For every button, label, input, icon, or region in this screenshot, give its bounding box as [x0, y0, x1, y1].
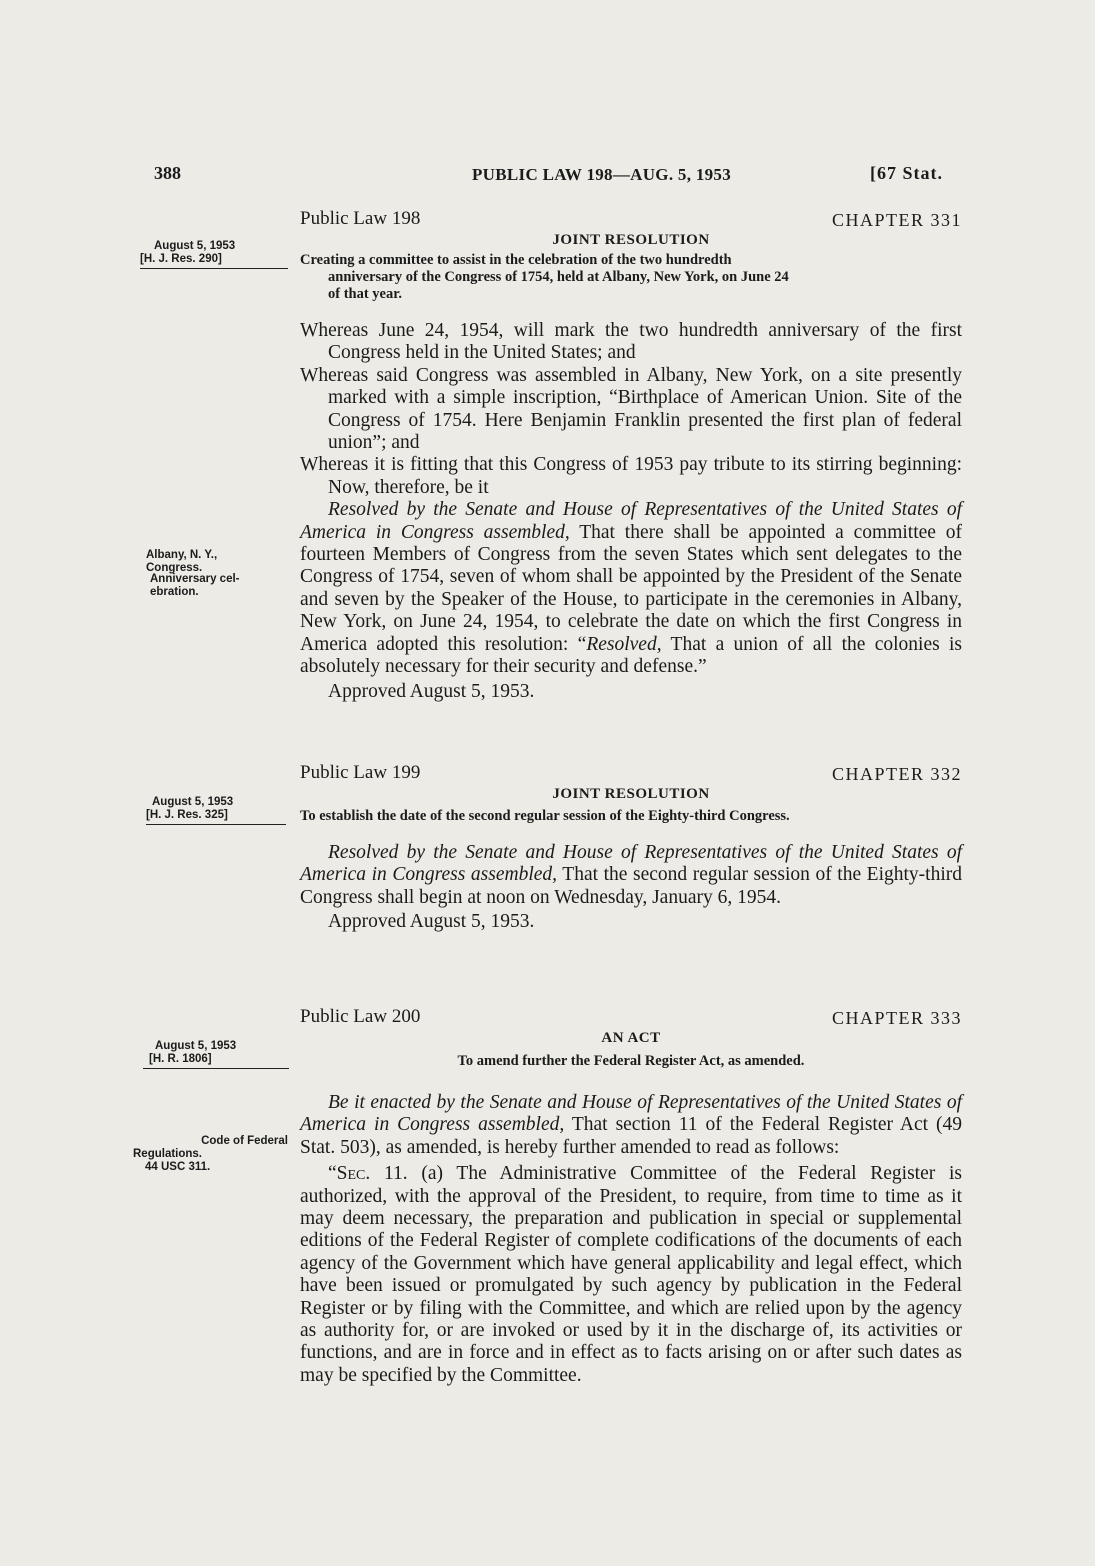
whereas-clause: Whereas said Congress was assembled in Albany, New York, on a site presently marked with a simple inscription, “Birthplace of American Union. Site of the Congress of 1754. Here Benjamin Franklin presented the first plan of federal union”; and — [300, 364, 962, 454]
side-note-date-200 — [143, 1040, 289, 1069]
resolving-clause — [300, 499, 962, 678]
law-kind: AN ACT — [601, 1030, 661, 1046]
enacting-formula: Resolved by the Senate and House of Representatives of the United States of America in Congress assembled, — [300, 499, 962, 543]
clause-text: 11. (a) The Administrative Committee of the Federal Register is authorized, with the approval of the President, to require, from time to time as it may deem necessary, the preparation and publication in special or supplemental editions of the Federal Register of complete codifications of the documents of each agency of the Government which have general applicability and legal effect, which have been issued or promulgated by such agency by publication in the Federal Register or by filing with the Committee, and which are relied upon by the agency as authority for, or are invoked or used by it in the discharge of, its activities or functions, and are in force and in effect as to facts arising on or after such dates as may be specified by the Committee. — [300, 1163, 962, 1386]
purpose-line: anniversary of the Congress of 1754, held at Albany, New York, on June 24 — [328, 269, 789, 285]
clause-text: That there shall be appointed a committee of fourteen Members of Congress from the seven States which sent delegates to the Congress of 1754, seven of whom shall be appointed by the President of the Senate and seven by the Speaker of the House, to participate in the ceremonies in Albany, New York, on June 24, 1954, to celebrate the date on which the first Congress in America adopted this resolution: “ — [300, 521, 963, 655]
clause-text: That a union of all the colonies is absolutely necessary for their security and defense.” — [300, 633, 962, 678]
chapter-number: CHAPTER 332 — [831, 764, 962, 784]
statute-reference: [67 Stat. — [870, 163, 943, 183]
law-heading — [300, 762, 962, 790]
whereas-clause: Whereas June 24, 1954, will mark the two hundredth anniversary of the first Congress held in the United States; and — [300, 320, 962, 364]
enacting-clause — [300, 1092, 962, 1159]
resolving-clause — [300, 842, 962, 909]
approval-line: Approved August 5, 1953. — [328, 911, 535, 933]
running-title: PUBLIC LAW 198—AUG. 5, 1953 — [472, 165, 732, 184]
enacting-formula: Resolved by the Senate and House of Representatives of the United States of America in Congress assembled, — [300, 842, 962, 886]
section-label: “Sec. — [328, 1163, 371, 1185]
quoted-resolved: Resolved, — [586, 633, 662, 655]
law-heading — [300, 1006, 962, 1034]
law-number: Public Law 200 — [300, 1006, 421, 1027]
page-number: 388 — [154, 163, 181, 183]
side-note-text: ebration. — [150, 586, 199, 598]
side-date: August 5, 1953 — [154, 240, 236, 252]
section-11-text — [300, 1163, 962, 1387]
law-kind: JOINT RESOLUTION — [552, 786, 710, 802]
clause-text: That section 11 of the Federal Register Act (49 Stat. 503), as amended, is hereby further amended to read as follows: — [300, 1114, 962, 1158]
side-bill-ref: [H. J. Res. 290] — [140, 253, 222, 265]
law-body — [300, 1092, 962, 1387]
side-note-text: Albany, N. Y., — [146, 549, 218, 561]
side-note-date-198 — [140, 240, 288, 269]
law-200-section — [300, 1006, 962, 1387]
chapter-number: CHAPTER 331 — [831, 210, 962, 230]
law-purpose: To amend further the Federal Register Act, as amended. — [457, 1053, 805, 1069]
law-number: Public Law 199 — [300, 762, 421, 783]
law-purpose: To establish the date of the second regular session of the Eighty-third Congress. — [300, 808, 790, 824]
side-note-date-199 — [146, 796, 286, 825]
side-note-text: Regulations. — [133, 1148, 203, 1160]
law-kind: JOINT RESOLUTION — [552, 232, 710, 248]
side-note-code-of-federal-regulations — [133, 1135, 288, 1174]
law-number: Public Law 198 — [300, 208, 421, 229]
law-purpose — [300, 252, 962, 303]
chapter-number: CHAPTER 333 — [831, 1008, 962, 1028]
side-note-text: Code of Federal — [201, 1135, 288, 1147]
side-note-text: Anniversary cel- — [150, 573, 240, 585]
side-date: August 5, 1953 — [152, 796, 234, 808]
side-note-albany — [146, 549, 296, 575]
law-heading — [300, 208, 962, 236]
law-body — [300, 842, 962, 934]
law-198-section — [300, 208, 962, 703]
side-date: August 5, 1953 — [155, 1040, 237, 1052]
purpose-line: Creating a committee to assist in the celebration of the two hundredth — [300, 252, 732, 268]
law-body — [300, 320, 962, 703]
side-bill-ref: [H. R. 1806] — [149, 1053, 212, 1065]
side-note-text: 44 USC 311. — [145, 1161, 211, 1173]
whereas-clause: Whereas it is fitting that this Congress of 1953 pay tribute to its stirring beginning: Now, therefore, be it — [300, 454, 962, 498]
side-note-anniversary — [150, 573, 300, 599]
clause-text: That the second regular session of the Eighty-third Congress shall begin at noon on Wednesday, January 6, 1954. — [300, 864, 962, 908]
side-bill-ref: [H. J. Res. 325] — [146, 809, 228, 821]
law-199-section — [300, 762, 962, 934]
approval-line: Approved August 5, 1953. — [328, 680, 535, 702]
side-note-text: Congress. — [146, 562, 203, 574]
purpose-line: of that year. — [328, 286, 402, 302]
enacting-formula: Be it enacted by the Senate and House of Representatives of the United States of America in Congress assembled, — [300, 1092, 962, 1136]
